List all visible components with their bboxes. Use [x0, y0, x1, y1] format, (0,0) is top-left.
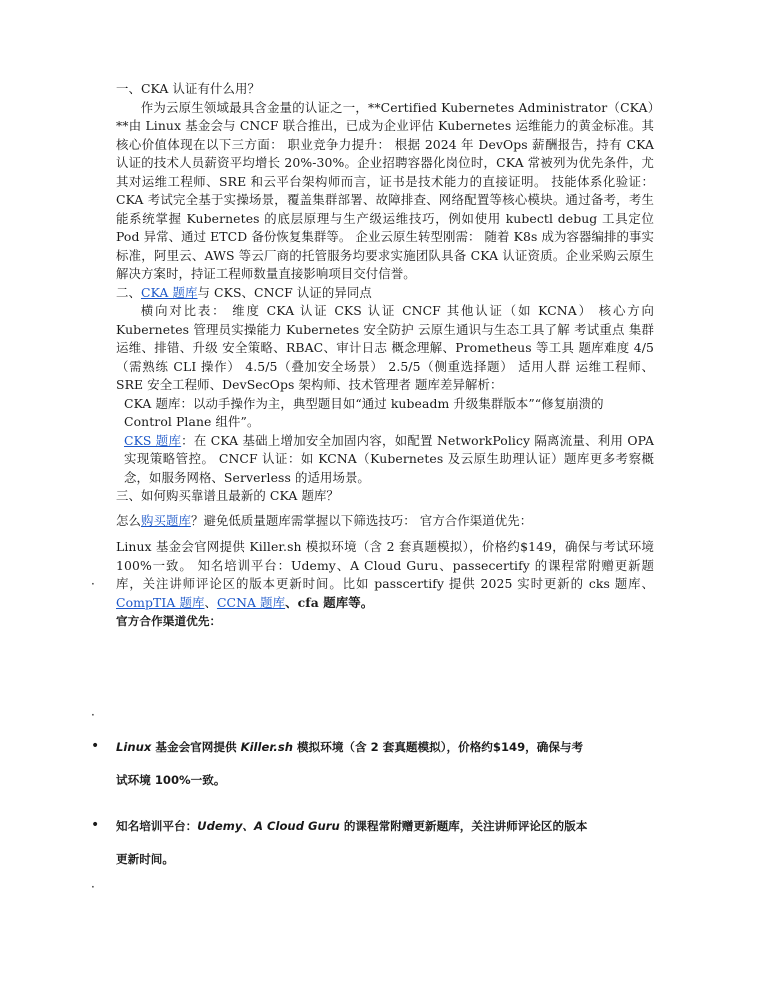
section-2-heading-prefix: 二、: [116, 284, 141, 300]
list-item-training-text-b: 的课程常附赠更新题库，关注讲师评论区的版本: [339, 819, 588, 833]
document-body: [116, 80, 654, 631]
list-item-training: [116, 810, 656, 876]
official-channel-label: 官方合作渠道优先：: [116, 614, 222, 628]
channels-tail: 、cfa 题库等。: [285, 594, 374, 610]
cka-tiku-paragraph: CKA 题库：以动手操作为主，典型题目如“通过 kubeadm 升级集群版本”“修复崩溃的 Control Plane 组件”。: [124, 395, 604, 429]
buy-question-suffix: ？避免低质量题库需掌握以下筛选技巧： 官方合作渠道优先：: [190, 512, 533, 528]
list-item-killer-text-a: 基金会官网提供: [151, 740, 241, 754]
channels-paragraph: [116, 538, 654, 612]
cks-tiku-link[interactable]: CKS 题库: [124, 432, 182, 448]
section-1-heading: 一、CKA 认证有什么用？: [116, 81, 260, 96]
list-item-training-platforms: Udemy、A Cloud Guru: [197, 819, 340, 833]
list-item-training-text-c: 更新时间。: [116, 852, 174, 866]
list-item-killer: [116, 731, 656, 797]
list-item-training-text-a: 知名培训平台：: [116, 819, 198, 833]
buy-question-prefix: 怎么: [116, 512, 141, 528]
channels-text: Linux 基金会官网提供 Killer.sh 模拟环境（含 2 套真题模拟），价格约$149，确保与考试环境 100%一致。 知名培训平台：Udemy、A Cloud Guru、passecertify 的课程常附赠更新题库，关注讲师评论区的版本更新时间。比如 passcertify 提供 2025 实时更新的 cks 题库、: [116, 539, 654, 591]
cks-tiku-paragraph: [116, 432, 654, 488]
list-item-killer-text-b: 模拟环境（含 2 套真题模拟），价格约$149，确保与考: [293, 740, 584, 754]
stray-dot-marker-2: ·: [91, 708, 95, 722]
list-item-killer-killersh: Killer.sh: [240, 740, 293, 754]
cks-tiku-text: ：在 CKA 基础上增加安全加固内容，如配置 NetworkPolicy 隔离流量、利用 OPA 实现策略管控。 CNCF 认证：如 KCNA（Kubernetes 及云原生助理认证）题库更多考察概念，如服务网格、Serverless 的适用场景。: [124, 432, 654, 485]
comparison-paragraph: 横向对比表： 维度 CKA 认证 CKS 认证 CNCF 其他认证（如 KCNA） 核心方向 Kubernetes 管理员实操能力 Kubernetes 安全防护 云原生通识与生态工具了解 考试重点 集群运维、排错、升级 安全策略、RBAC、审计日志 概念理解、Prometheus 等工具 题库难度 4/5（需熟练 CLI 操作） 4.5/5（叠加安全场景） 2.5/5（侧重选择题） 适用人群 运维工程师、SRE 安全工程师、DevSecOps 架构师、技术管理者 题库差异解析：: [116, 303, 654, 392]
bullet-icon: •: [91, 817, 100, 833]
comptia-tiku-link[interactable]: CompTIA 题库: [116, 594, 205, 610]
buy-question: [116, 512, 654, 531]
list-item-killer-text-c: 试环境 100%一致。: [116, 773, 226, 787]
stray-dot-marker-3: ·: [91, 880, 95, 894]
stray-dot-marker: ·: [91, 577, 95, 591]
list-item-killer-linux: Linux: [116, 740, 152, 754]
section-2-heading: [116, 284, 654, 303]
section-2-heading-suffix: 与 CKS、CNCF 认证的异同点: [197, 284, 372, 300]
ccna-tiku-link[interactable]: CCNA 题库: [216, 594, 286, 610]
link-separator: 、: [204, 594, 217, 610]
section-3-heading: 三、如何购买靠谱且最新的 CKA 题库？: [116, 488, 339, 503]
cka-tiku-link[interactable]: CKA 题库: [140, 284, 198, 300]
bullet-icon: •: [91, 738, 100, 754]
buy-tiku-link[interactable]: 购买题库: [140, 512, 191, 528]
section-1-paragraph: 作为云原生领域最具含金量的认证之一，**Certified Kubernetes Administrator（CKA）**由 Linux 基金会与 CNCF 联合推出，已成为企业评估 Kubernetes 运维能力的黄金标准。其核心价值体现在以下三方面： 职业竞争力提升： 根据 2024 年 DevOps 薪酬报告，持有 CKA 认证的技术人员薪资平均增长 20%-30%。企业招聘容器化岗位时，CKA 常被列为优先条件，尤其对运维工程师、SRE 和云平台架构师而言，证书是技术能力的直接证明。 技能体系化验证： CKA 考试完全基于实操场景，覆盖集群部署、故障排查、网络配置等核心模块。通过备考，考生能系统掌握 Kubernetes 的底层原理与生产级运维技巧，例如使用 kubectl debug 工具定位 Pod 异常、通过 ETCD 备份恢复集群等。 企业云原生转型刚需： 随着 K8s 成为容器编排的事实标准，阿里云、AWS 等云厂商的托管服务均要求实施团队具备 CKA 认证资质。企业采购云原生解决方案时，持证工程师数量直接影响项目交付信誉。: [116, 99, 654, 281]
